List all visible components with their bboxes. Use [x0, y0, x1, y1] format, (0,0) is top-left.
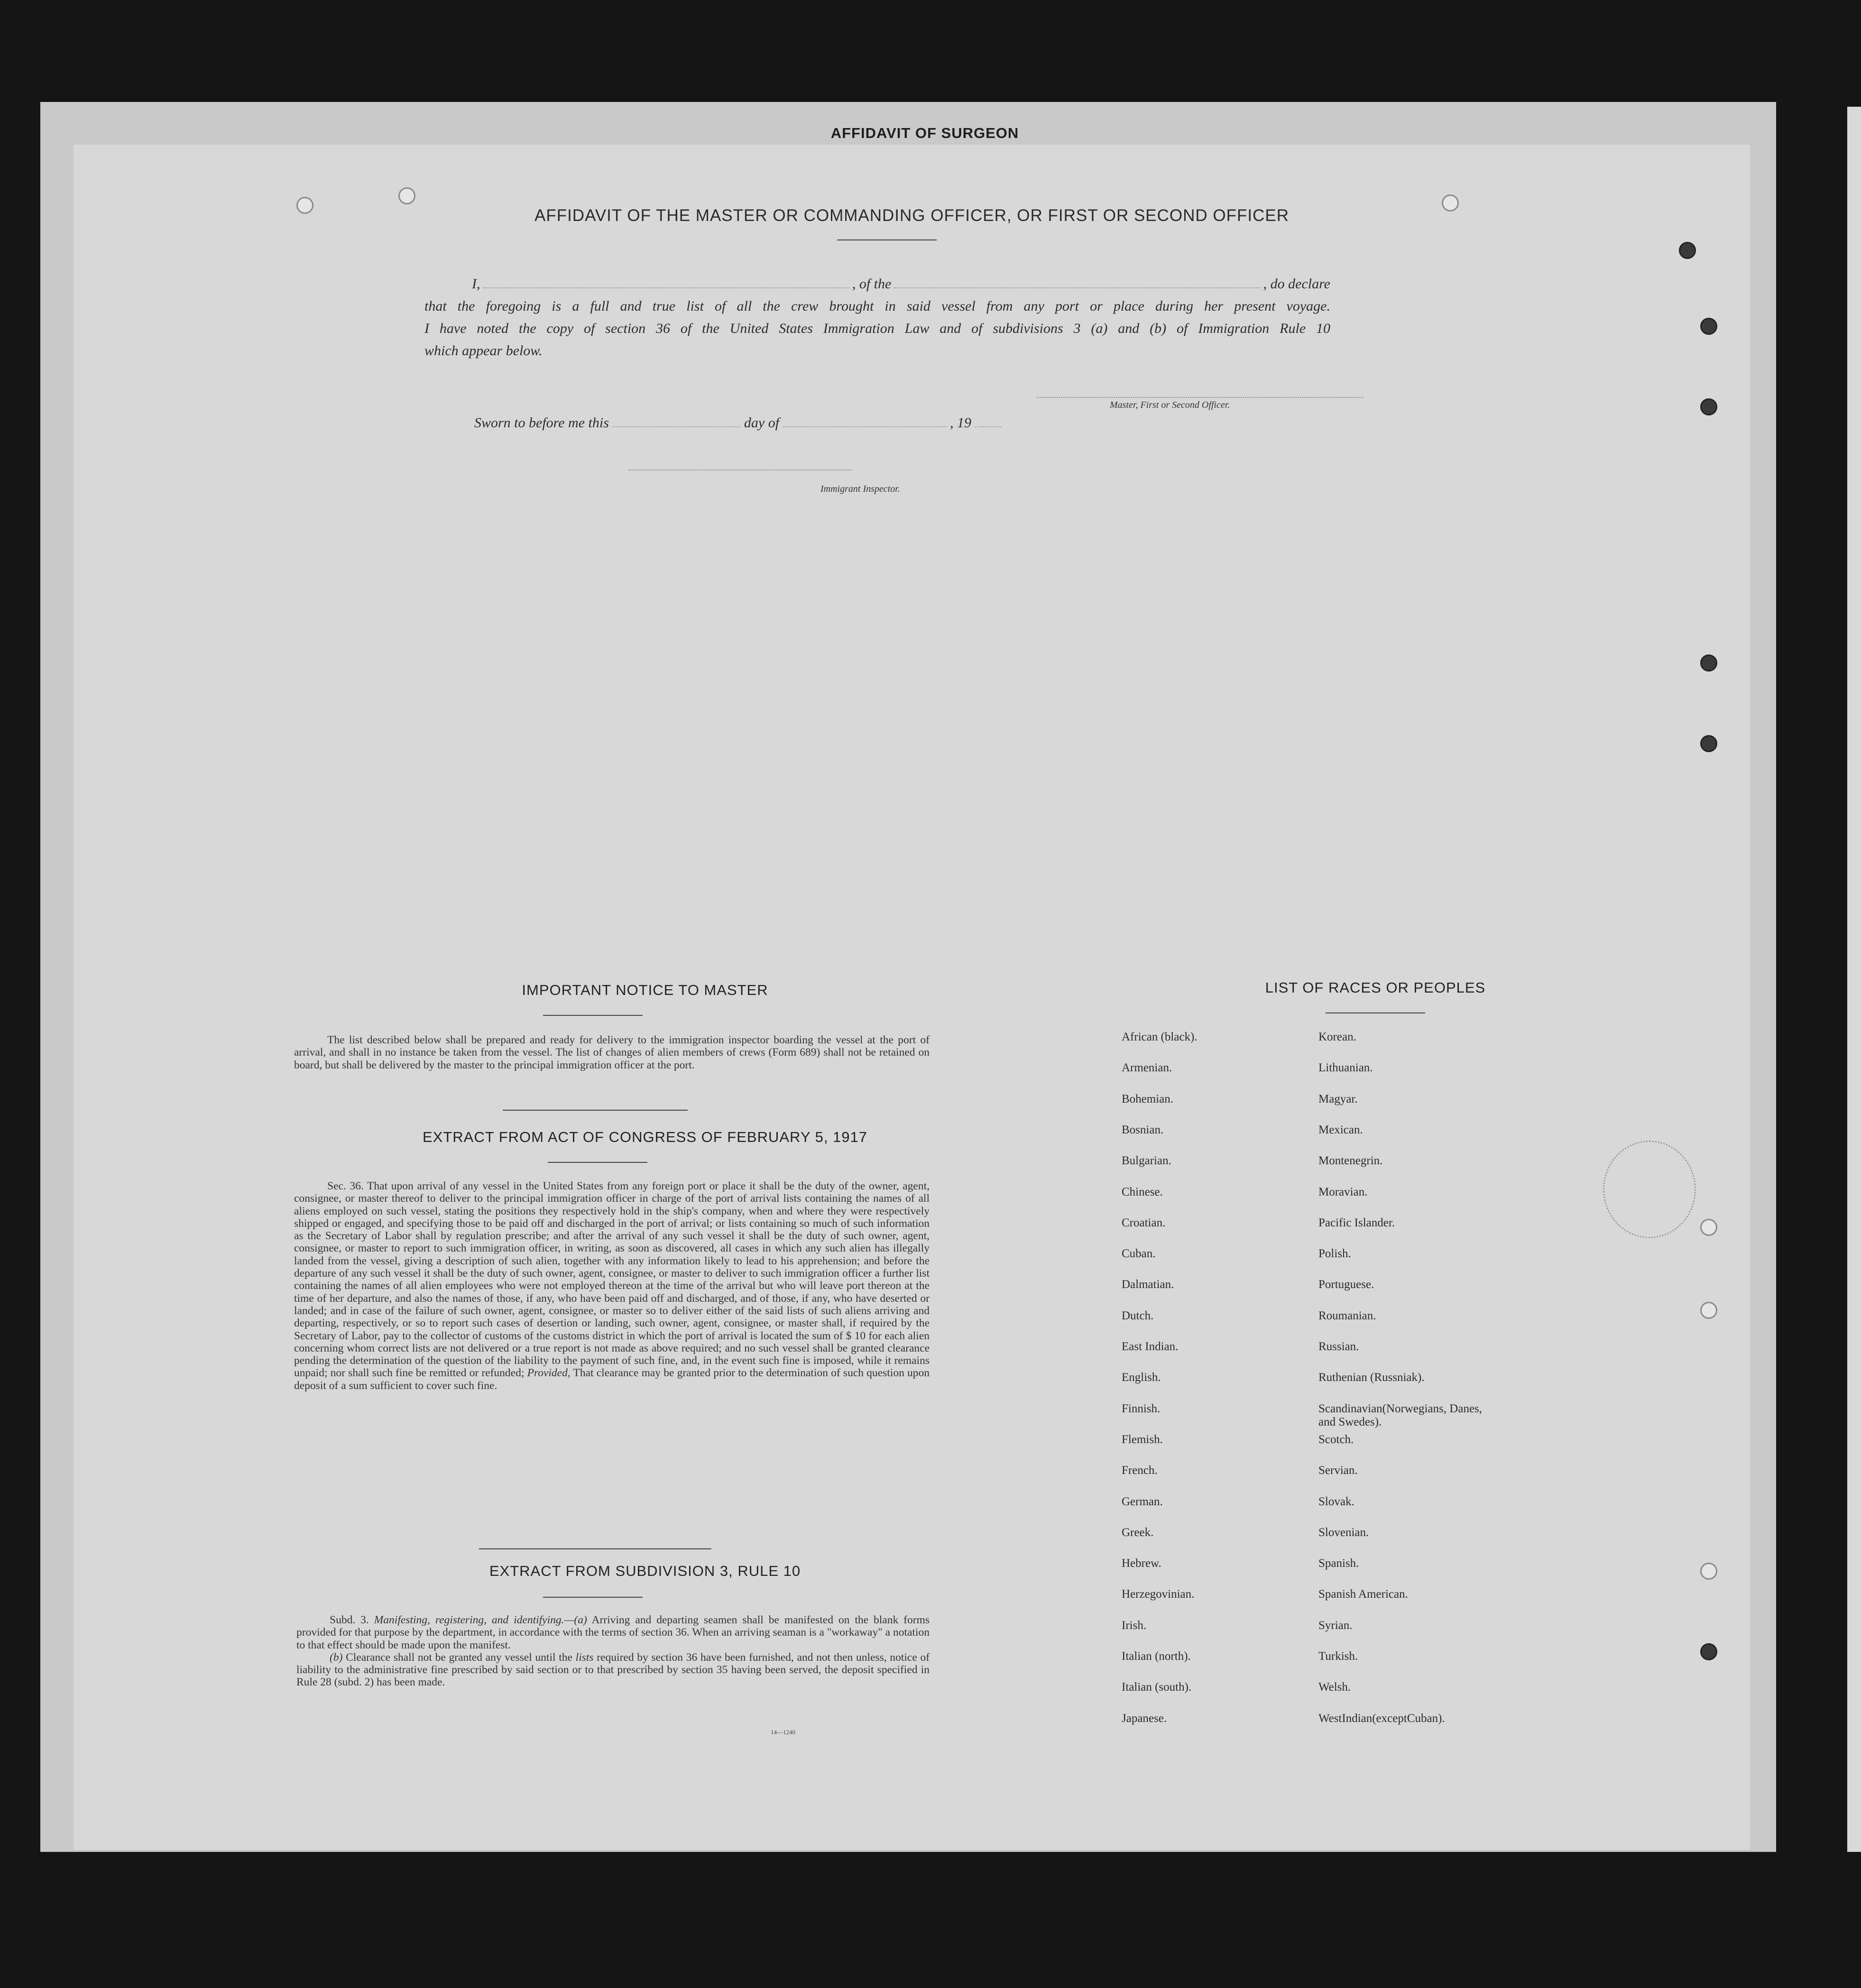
- race-item: Moravian.: [1318, 1185, 1368, 1198]
- rule-extract-text: [296, 1614, 930, 1689]
- race-item: Hebrew.: [1122, 1557, 1161, 1570]
- race-item: Italian (south).: [1122, 1681, 1192, 1694]
- manifest-page: [74, 145, 1750, 1850]
- notice-rule: [543, 1015, 643, 1016]
- race-item: Spanish American.: [1318, 1588, 1408, 1601]
- sworn-month-blank[interactable]: [783, 426, 947, 427]
- race-item: African (black).: [1122, 1031, 1198, 1043]
- rule-extract-rule: [543, 1597, 643, 1598]
- declaration-line-1: [424, 273, 1330, 295]
- master-signature-line[interactable]: [1036, 397, 1364, 398]
- title-rule: [837, 239, 937, 240]
- punch-hole: [1700, 1643, 1717, 1660]
- act-extract-rule: [548, 1162, 647, 1163]
- race-item: Montenegrin.: [1318, 1154, 1383, 1168]
- declaration-of-the: , of the: [852, 276, 892, 292]
- race-item: Japanese.: [1122, 1712, 1167, 1725]
- punch-hole: [398, 187, 415, 204]
- race-item: Dalmatian.: [1122, 1278, 1174, 1291]
- punch-hole: [1700, 398, 1717, 415]
- section-36-body: That upon arrival of any vessel in the United States from any foreign port or place it shall be the duty of the owner, agent, consignee, or master thereof to deliver to the principal immigration officer in charge of the port of arrival lists containing the names of all aliens employed on such vessel, stating the positions they respectively hold in the ship's company, when and where they were respectively shipped or engaged, and specifying those to be paid off and discharged in the port of arrival; or lists containing so much of such information as the Secretary of Labor shall by regulation prescribe; and after the arrival of any such vessel it shall be the duty of such owner, agent, consignee, or master to report to such immigration officer, in writing, as soon as discovered, all cases in which any such alien has illegally landed from the vessel, giving a description of such alien, together with any information likely to lead to his apprehension; and before the departure of any such vessel it shall be the duty of such owner, agent, consignee, or master to deliver to such immigration officer a further list containing the names of all alien employees who were not employed thereon at the time of the arrival but who will leave port thereon at the time of her departure, and also the names of those, if any, who have been paid off and discharged, and of those, if any, who have deserted or landed; and in case of the failure of such owner, agent, consignee, or master so to deliver either of the said lists of such aliens arriving and departing, respectively, or so to report such cases of desertion or landing, such owner, agent, consignee, or master shall, if required by the Secretary of Labor, pay to the collector of customs of the customs district in which the port of arrival is located the sum of $ 10 for each alien concerning whom correct lists are not delivered or a true report is not made as above required; and no such vessel shall be granted clearance pending the determination of the question of the liability to the payment of such fine, and, in the event such fine is imposed, while it remains unpaid; nor shall such fine be remitted or refunded;: [294, 1180, 930, 1380]
- sworn-year-blank[interactable]: [975, 426, 1001, 427]
- race-item: Mexican.: [1318, 1123, 1363, 1136]
- race-item: Turkish.: [1318, 1650, 1358, 1663]
- affidavit-declaration: [424, 273, 1330, 362]
- race-item: Polish.: [1318, 1247, 1351, 1261]
- declaration-i: I,: [472, 276, 480, 292]
- race-item: Slovak.: [1318, 1495, 1354, 1508]
- race-item: Syrian.: [1318, 1619, 1353, 1632]
- race-item: Dutch.: [1122, 1309, 1154, 1322]
- race-item: Armenian.: [1122, 1061, 1172, 1075]
- race-item: Italian (north).: [1122, 1650, 1191, 1663]
- race-item: Flemish.: [1122, 1433, 1163, 1446]
- form-number: 14—1240: [771, 1729, 795, 1736]
- subdivision-b-lists: lists: [575, 1651, 594, 1664]
- section-36-body-end: That clearance may be granted prior to the determination of such question upon deposit of a sum sufficient to cover such fine.: [294, 1367, 930, 1392]
- subdivision-b: [296, 1651, 930, 1689]
- sworn-text: Sworn to before me this: [474, 415, 609, 431]
- punch-hole: [1700, 654, 1717, 672]
- races-rule: [1326, 1012, 1425, 1013]
- race-item: Pacific Islander.: [1318, 1216, 1395, 1229]
- punch-hole: [1700, 1563, 1717, 1580]
- race-item: Bohemian.: [1122, 1092, 1174, 1105]
- vessel-name-blank[interactable]: [894, 277, 1260, 288]
- punch-hole: [1700, 1219, 1717, 1236]
- race-item: Irish.: [1122, 1619, 1147, 1632]
- subdivision-a: [296, 1614, 930, 1651]
- race-item: German.: [1122, 1495, 1163, 1508]
- race-item: Slovenian.: [1318, 1526, 1369, 1539]
- race-item: Finnish.: [1122, 1402, 1161, 1415]
- subdivision-label: Subd. 3.: [330, 1614, 369, 1626]
- adjacent-page-strip: [1847, 107, 1861, 1852]
- notice-bottom-rule: [503, 1110, 688, 1111]
- section-36-text: [294, 1180, 930, 1392]
- declaration-do-declare: , do declare: [1263, 276, 1330, 292]
- race-item: Cuban.: [1122, 1247, 1156, 1261]
- punch-hole: [1700, 1302, 1717, 1319]
- race-item: Welsh.: [1318, 1681, 1351, 1694]
- race-item: Roumanian.: [1318, 1309, 1376, 1322]
- race-item: Chinese.: [1122, 1185, 1163, 1198]
- race-item: Korean.: [1318, 1031, 1356, 1043]
- sworn-day-of: day of: [744, 415, 780, 431]
- section-36-label: Sec. 36.: [327, 1180, 364, 1192]
- race-item: Scandinavian(Norwegians, Danes, and Swedes).: [1318, 1402, 1483, 1428]
- race-item: Ruthenian (Russniak).: [1318, 1371, 1425, 1384]
- race-item: Herzegovinian.: [1122, 1588, 1195, 1601]
- sworn-day-blank[interactable]: [612, 426, 740, 427]
- faint-stamp: [1603, 1141, 1696, 1238]
- race-item: Greek.: [1122, 1526, 1154, 1539]
- notice-text: The list described below shall be prepared and ready for delivery to the immigration inspector boarding the vessel at the port of arrival, and shall in no instance be taken from the vessel. The list of changes of alien members of crews (Form 689) shall not be retained on board, but shall be delivered by the master to the principal immigration officer at the port.: [294, 1034, 930, 1071]
- race-item: English.: [1122, 1371, 1161, 1384]
- race-item: Scotch.: [1318, 1433, 1354, 1446]
- sworn-line: [474, 415, 1001, 431]
- subdivision-b-label: (b): [330, 1651, 343, 1664]
- race-item: Bosnian.: [1122, 1123, 1164, 1136]
- declaration-line-2: that the foregoing is a full and true list of all the crew brought in said vessel from any port or place during her present voyage.: [424, 298, 1330, 314]
- race-item: Bulgarian.: [1122, 1154, 1171, 1168]
- master-signature-label: Master, First or Second Officer.: [1110, 400, 1230, 410]
- punch-hole: [1679, 242, 1696, 259]
- officer-name-blank[interactable]: [483, 277, 849, 288]
- inspector-signature-label: Immigrant Inspector.: [820, 484, 900, 494]
- subdivision-a-text: Arriving and departing seamen shall be manifested on the blank forms provided for that purpose by the department, in accordance with the terms of section 36. When an arriving seaman is a "workaway" a notation to that effect should be made upon the manifest.: [296, 1614, 930, 1651]
- subdivision-heading: Manifesting, registering, and identifying.—(a): [374, 1614, 587, 1626]
- race-item: East Indian.: [1122, 1340, 1179, 1353]
- race-item: WestIndian(exceptCuban).: [1318, 1712, 1445, 1725]
- race-item: French.: [1122, 1464, 1158, 1477]
- punch-hole: [1700, 318, 1717, 335]
- affidavit-of-surgeon-heading: AFFIDAVIT OF SURGEON: [830, 125, 1019, 141]
- race-item: Servian.: [1318, 1464, 1358, 1477]
- race-item: Portuguese.: [1318, 1278, 1374, 1291]
- rule-extract-title: EXTRACT FROM SUBDIVISION 3, RULE 10: [489, 1563, 801, 1579]
- declaration-line-3: I have noted the copy of section 36 of the United States Immigration Law and of subdivisions 3 (a) and (b) of Immigration Rule 10: [424, 321, 1330, 336]
- affidavit-title: AFFIDAVIT OF THE MASTER OR COMMANDING OFFICER, OR FIRST OR SECOND OFFICER: [534, 206, 1290, 225]
- sworn-year-prefix: , 19: [950, 415, 972, 431]
- race-item: Magyar.: [1318, 1092, 1358, 1105]
- race-item: Lithuanian.: [1318, 1061, 1373, 1075]
- race-item: Croatian.: [1122, 1216, 1166, 1229]
- race-item: Spanish.: [1318, 1557, 1359, 1570]
- races-title: LIST OF RACES OR PEOPLES: [1265, 979, 1486, 996]
- notice-title: IMPORTANT NOTICE TO MASTER: [522, 982, 768, 998]
- subdivision-b-text-2: required by section 36 have been furnished, and not then unless, notice of liability to the administrative fine prescribed by said section or to that prescribed by section 35 having been served, the deposit specified in Rule 28 (subd. 2) has been made.: [296, 1651, 930, 1689]
- subdivision-b-text-1: Clearance shall not be granted any vessel until the: [346, 1651, 572, 1664]
- act-extract-title: EXTRACT FROM ACT OF CONGRESS OF FEBRUARY 5, 1917: [422, 1129, 868, 1145]
- declaration-line-4: which appear below.: [424, 343, 543, 359]
- punch-hole: [1700, 735, 1717, 752]
- inspector-signature-line[interactable]: [628, 469, 851, 470]
- act-extract-bottom-rule: [479, 1548, 711, 1549]
- section-36-provided: Provided,: [527, 1367, 571, 1380]
- race-item: Russian.: [1318, 1340, 1359, 1353]
